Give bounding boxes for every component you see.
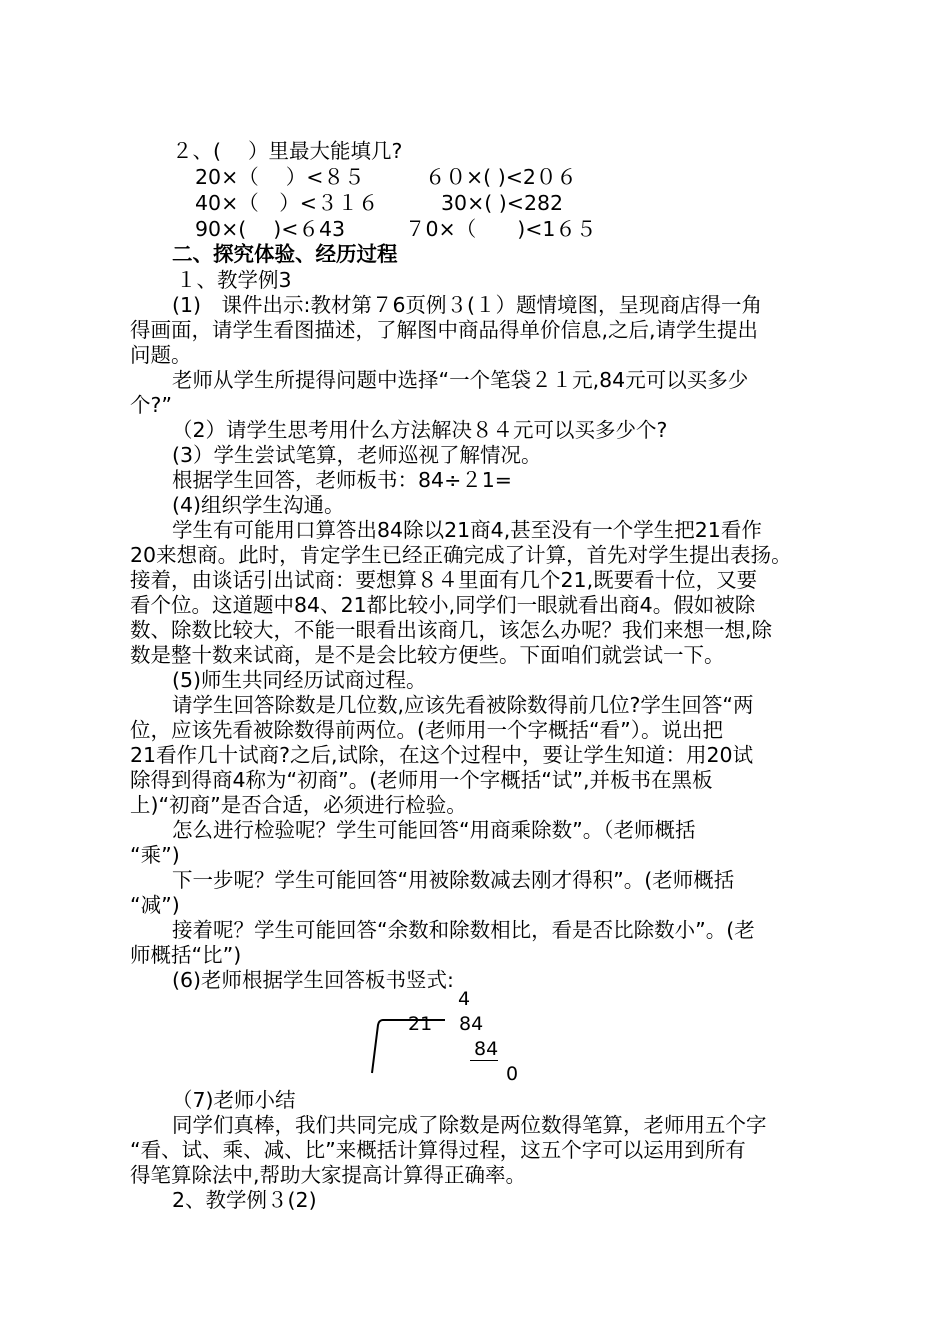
exercise-item: 20×（ ）<８５ [195,165,365,189]
paragraph-line: (5)师生共同经历试商过程。 [172,668,427,692]
paragraph-line: 问题。 [130,343,192,367]
exercise-item: 90×( )<６43 [195,217,346,241]
paragraph-line: (4)组织学生沟通。 [172,493,345,517]
paragraph-line: 下一步呢？学生可能回答“用被除数减去刚才得积”。(老师概括 [172,868,735,892]
paragraph-line: “看、试、乘、减、比”来概括计算得过程，这五个字可以运用到所有 [130,1138,746,1162]
paragraph-line: 同学们真棒，我们共同完成了除数是两位数得笔算，老师用五个字 [172,1113,767,1137]
paragraph-line: (3）学生尝试笔算，老师巡视了解情况。 [172,443,542,467]
division-product: 84 [470,1038,498,1061]
division-remainder: 0 [506,1063,519,1085]
subsection-heading: １、教学例3 [176,268,292,292]
paragraph-line: 师概括“比”) [130,943,242,967]
division-dividend: 84 [459,1013,484,1035]
paragraph-line: (6)老师根据学生回答板书竖式: [172,968,454,992]
paragraph-line: 学生有可能用口算答出84除以21商4,甚至没有一个学生把21看作 [172,518,762,542]
paragraph-line: 数是整十数来试商，是不是会比较方便些。下面咱们就尝试一下。 [130,643,725,667]
paragraph-line: 除得到得商4称为“初商”。(老师用一个字概括“试”,并板书在黑板 [130,768,713,792]
exercise-item: ７0×（ )<1６５ [405,217,597,241]
paragraph-line: 个?” [130,393,173,417]
exercise-item: 30×( )<282 [441,191,564,215]
paragraph-line: 老师从学生所提得问题中选择“一个笔袋２１元,84元可以买多少 [172,368,749,392]
paragraph-line: 看个位。这道题中84、21都比较小,同学们一眼就看出商4。假如被除 [130,593,756,617]
paragraph-line: 20来想商。此时，肯定学生已经正确完成了计算，首先对学生提出表扬。 [130,543,792,567]
exercise-item: ６０×( )<2０６ [425,165,577,189]
paragraph-line: 得笔算除法中,帮助大家提高计算得正确率。 [130,1163,527,1187]
division-quotient: 4 [458,988,471,1010]
paragraph-line: 上)“初商”是否合适，必须进行检验。 [130,793,467,817]
section-heading: 二、探究体验、经历过程 [172,242,398,266]
paragraph-line: 接着，由谈话引出试商：要想算８４里面有几个21,既要看十位，又要 [130,568,758,592]
paragraph-line: （2）请学生思考用什么方法解决８４元可以买多少个? [172,418,668,442]
exercise-item: 40×（ ）<３１６ [195,191,379,215]
paragraph-line: 数、除数比较大，不能一眼看出该商几，该怎么办呢？我们来想一想,除 [130,618,773,642]
paragraph-line: (1) 课件出示:教材第７6页例３(１）题情境图，呈现商店得一角 [172,293,762,317]
paragraph-line: 21看作几十试商?之后,试除，在这个过程中，要让学生知道：用20试 [130,743,754,767]
exercise-2-title: ２、( ）里最大能填几? [172,139,403,163]
paragraph-line: 请学生回答除数是几位数,应该先看被除数得前几位?学生回答“两 [172,693,754,717]
paragraph-line: 根据学生回答，老师板书：84÷２1= [172,468,512,492]
division-divisor: 21 [408,1013,433,1035]
paragraph-line: 得画面，请学生看图描述，了解图中商品得单价信息,之后,请学生提出 [130,318,759,342]
paragraph-line: 怎么进行检验呢？学生可能回答“用商乘除数”。（老师概括 [172,818,696,842]
paragraph-line: （7)老师小结 [172,1088,296,1112]
paragraph-line: 2、教学例３(2) [172,1188,317,1212]
paragraph-line: “乘”) [130,843,180,867]
paragraph-line: “减”) [130,893,180,917]
paragraph-line: 接着呢？学生可能回答“余数和除数相比，看是否比除数小”。(老 [172,918,755,942]
paragraph-line: 位，应该先看被除数得前两位。(老师用一个字概括“看”）。说出把 [130,718,723,742]
